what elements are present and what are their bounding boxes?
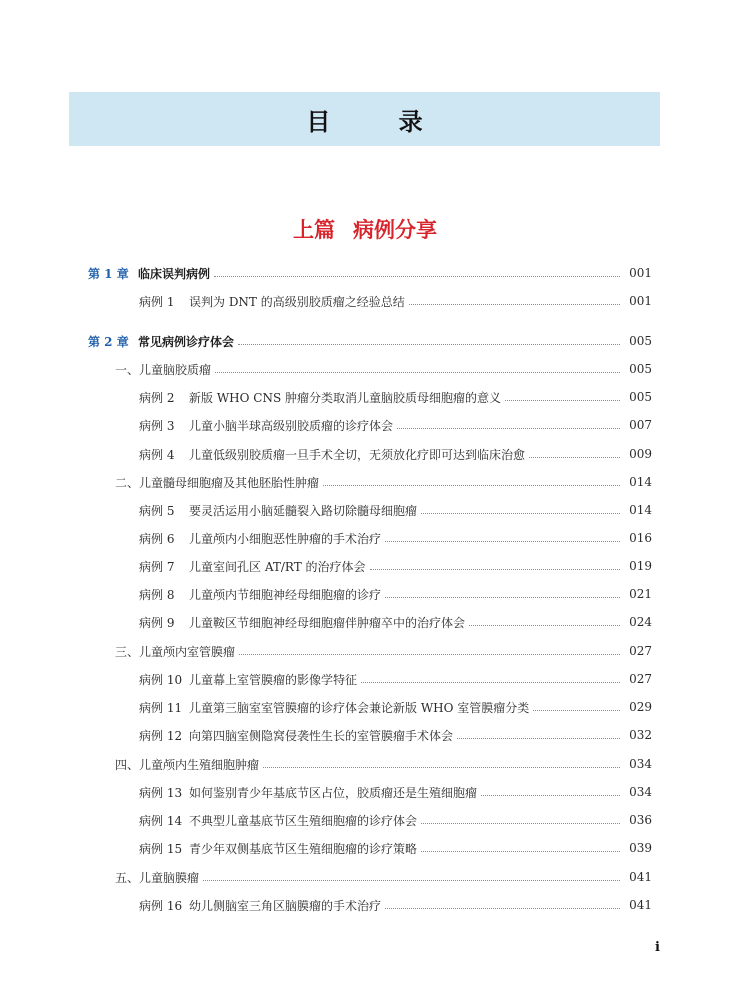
dot-leader — [469, 625, 620, 626]
toc-title: 儿童低级别胶质瘤一旦手术全切，无须放化疗即可达到临床治愈 — [189, 447, 526, 462]
dot-leader — [370, 569, 620, 570]
toc-prefix: 病例 7 — [139, 559, 175, 574]
page-number: i — [655, 940, 660, 955]
toc-title: 儿童鞍区节细胞神经母细胞瘤伴肿瘤卒中的治疗体会 — [189, 615, 466, 630]
toc-prefix: 第 2 章 — [88, 334, 129, 349]
toc-title: 儿童第三脑室室管膜瘤的诊疗体会兼论新版 WHO 室管膜瘤分类 — [189, 700, 530, 715]
toc-prefix: 病例 1 — [139, 294, 175, 309]
dot-leader — [505, 400, 620, 401]
toc-case-row — [0, 837, 730, 859]
toc-title: 新版 WHO CNS 肿瘤分类取消儿童脑胶质母细胞瘤的意义 — [189, 390, 501, 405]
toc-prefix: 病例 4 — [139, 447, 175, 462]
toc-chapter-row — [0, 330, 730, 352]
toc-title: 如何鉴别青少年基底节区占位，胶质瘤还是生殖细胞瘤 — [189, 785, 478, 800]
toc-prefix: 病例 13 — [139, 785, 183, 800]
toc-title: 四、儿童颅内生殖细胞肿瘤 — [115, 757, 260, 772]
toc-prefix: 病例 14 — [139, 813, 183, 828]
toc-case-row — [0, 527, 730, 549]
toc-prefix: 病例 5 — [139, 503, 175, 518]
toc-title: 五、儿童脑膜瘤 — [115, 870, 200, 885]
toc-title: 儿童小脑半球高级别胶质瘤的诊疗体会 — [189, 418, 394, 433]
toc-case-row — [0, 668, 730, 690]
toc-case-row — [0, 414, 730, 436]
toc-title: 常见病例诊疗体会 — [138, 334, 235, 349]
title-banner — [69, 92, 660, 146]
toc-case-row — [0, 583, 730, 605]
dot-leader — [421, 823, 620, 824]
toc-page-number: 005 — [629, 390, 652, 404]
toc-page-number: 019 — [629, 559, 652, 573]
toc-page-number: 027 — [629, 672, 652, 686]
dot-leader — [385, 908, 620, 909]
toc-section-row — [0, 358, 730, 380]
toc-page-number: 034 — [629, 757, 652, 771]
toc-prefix: 病例 9 — [139, 615, 175, 630]
toc-title: 青少年双侧基底节区生殖细胞瘤的诊疗策略 — [189, 841, 418, 856]
toc-title: 儿童幕上室管膜瘤的影像学特征 — [189, 672, 358, 687]
page-title: 目 录 — [306, 106, 453, 136]
toc-prefix: 病例 6 — [139, 531, 175, 546]
toc-title: 要灵活运用小脑延髓裂入路切除髓母细胞瘤 — [189, 503, 418, 518]
dot-leader — [239, 654, 620, 655]
toc-page-number: 041 — [629, 898, 652, 912]
toc-page-number: 032 — [629, 728, 652, 742]
toc-case-row — [0, 781, 730, 803]
toc-page-number: 036 — [629, 813, 652, 827]
toc-page-number: 016 — [629, 531, 652, 545]
toc-title: 儿童颅内小细胞恶性肿瘤的手术治疗 — [189, 531, 382, 546]
toc-title: 幼儿侧脑室三角区脑膜瘤的手术治疗 — [189, 898, 382, 913]
toc-page-number: 001 — [629, 294, 652, 308]
toc-prefix: 病例 11 — [139, 700, 183, 715]
toc-page-number: 014 — [629, 475, 652, 489]
dot-leader — [263, 767, 620, 768]
toc-prefix: 病例 3 — [139, 418, 175, 433]
toc-case-row — [0, 696, 730, 718]
toc-case-row — [0, 443, 730, 465]
toc-title: 一、儿童脑胶质瘤 — [115, 362, 212, 377]
toc-title: 误判为 DNT 的高级别胶质瘤之经验总结 — [189, 294, 405, 309]
toc-title: 儿童室间孔区 AT/RT 的治疗体会 — [189, 559, 366, 574]
toc-page-number: 001 — [629, 266, 652, 280]
toc-section-row — [0, 753, 730, 775]
part-label: 上篇 — [293, 217, 335, 242]
toc-case-row — [0, 809, 730, 831]
toc-prefix: 第 1 章 — [88, 266, 129, 281]
dot-leader — [397, 428, 620, 429]
toc-section-row — [0, 471, 730, 493]
dot-leader — [215, 372, 620, 373]
toc-prefix: 病例 2 — [139, 390, 175, 405]
toc-title: 二、儿童髓母细胞瘤及其他胚胎性肿瘤 — [115, 475, 320, 490]
dot-leader — [238, 344, 620, 345]
toc-prefix: 病例 12 — [139, 728, 183, 743]
toc-page-number: 005 — [629, 334, 652, 348]
dot-leader — [421, 513, 620, 514]
toc-page-number: 021 — [629, 587, 652, 601]
toc-page-number: 007 — [629, 418, 652, 432]
toc-title: 儿童颅内节细胞神经母细胞瘤的诊疗 — [189, 587, 382, 602]
toc-title: 向第四脑室侧隐窝侵袭性生长的室管膜瘤手术体会 — [189, 728, 454, 743]
toc-case-row — [0, 555, 730, 577]
toc-prefix: 病例 15 — [139, 841, 183, 856]
toc-title: 不典型儿童基底节区生殖细胞瘤的诊疗体会 — [189, 813, 418, 828]
toc-prefix: 病例 8 — [139, 587, 175, 602]
dot-leader — [385, 597, 620, 598]
toc-prefix: 病例 16 — [139, 898, 183, 913]
toc-page-number: 039 — [629, 841, 652, 855]
toc-case-row — [0, 611, 730, 633]
toc-case-row — [0, 499, 730, 521]
toc-page-number: 009 — [629, 447, 652, 461]
toc-case-row — [0, 894, 730, 916]
part-name: 病例分享 — [353, 217, 437, 242]
toc-case-row — [0, 724, 730, 746]
toc-page-number: 024 — [629, 615, 652, 629]
part-heading — [0, 214, 730, 244]
dot-leader — [457, 738, 620, 739]
toc-title: 三、儿童颅内室管膜瘤 — [115, 644, 236, 659]
dot-leader — [385, 541, 620, 542]
dot-leader — [203, 880, 620, 881]
toc-page-number: 029 — [629, 700, 652, 714]
toc-page-number: 014 — [629, 503, 652, 517]
toc-case-row — [0, 290, 730, 312]
toc-page-number: 041 — [629, 870, 652, 884]
dot-leader — [323, 485, 620, 486]
toc-section-row — [0, 640, 730, 662]
dot-leader — [214, 276, 620, 277]
dot-leader — [361, 682, 620, 683]
dot-leader — [481, 795, 620, 796]
toc-section-row — [0, 866, 730, 888]
toc-case-row — [0, 386, 730, 408]
toc-page-number: 027 — [629, 644, 652, 658]
toc-chapter-row — [0, 262, 730, 284]
dot-leader — [529, 457, 620, 458]
dot-leader — [409, 304, 620, 305]
toc-page-number: 034 — [629, 785, 652, 799]
toc-page-number: 005 — [629, 362, 652, 376]
toc-prefix: 病例 10 — [139, 672, 183, 687]
dot-leader — [533, 710, 620, 711]
dot-leader — [421, 851, 620, 852]
toc-title: 临床误判病例 — [138, 266, 211, 281]
